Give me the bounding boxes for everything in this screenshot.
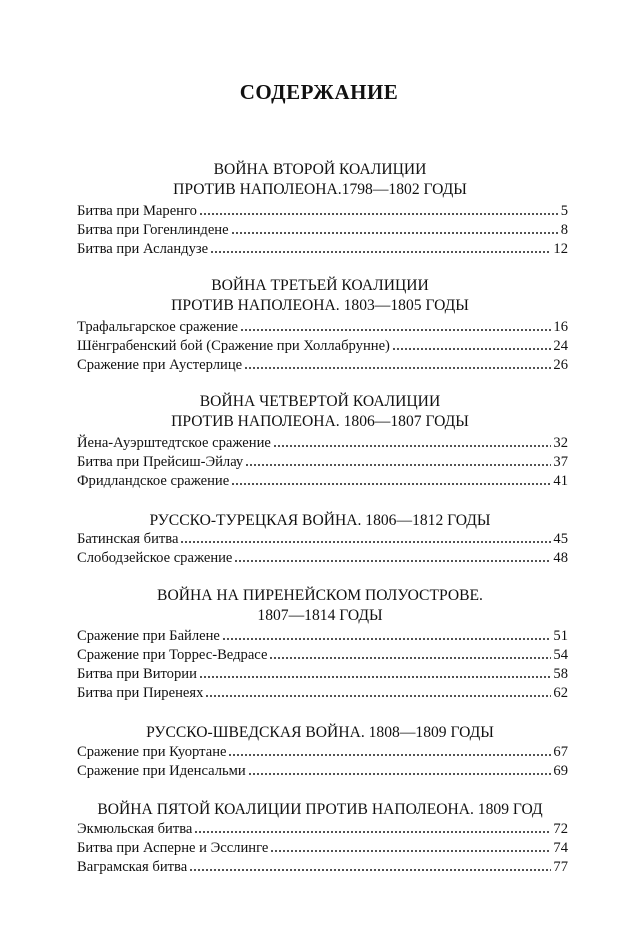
toc-entry[interactable]	[77, 549, 568, 567]
toc-entry-label: Сражение при Иденсальми	[77, 763, 246, 779]
dot-leader	[194, 830, 551, 834]
toc-entry-page: 74	[553, 840, 568, 856]
toc-entry-label: Сражение при Торрес-Ведрасе	[77, 647, 268, 663]
toc-entry[interactable]	[77, 858, 568, 876]
toc-entry[interactable]	[77, 202, 568, 220]
toc-entry-page: 32	[553, 435, 568, 451]
dot-leader	[222, 637, 552, 641]
section-heading	[60, 276, 580, 316]
section-heading-line: 1807—1814 ГОДЫ	[257, 607, 383, 624]
toc-entry-page: 51	[553, 628, 568, 644]
section-heading	[60, 511, 580, 531]
dot-leader	[180, 540, 551, 544]
toc-entry[interactable]	[77, 434, 568, 452]
dot-leader	[269, 656, 551, 660]
dot-leader	[248, 772, 552, 776]
toc-entry-page: 8	[560, 222, 568, 238]
toc-entry-label: Битва при Асперне и Эсслинге	[77, 840, 269, 856]
dot-leader	[189, 868, 551, 872]
dot-leader	[244, 366, 551, 370]
toc-entry-page: 16	[553, 319, 568, 335]
section-heading	[60, 586, 580, 626]
toc-entry-page: 26	[553, 357, 568, 373]
section-heading-line: РУССКО-ШВЕДСКАЯ ВОЙНА. 1808—1809 ГОДЫ	[146, 724, 494, 741]
section-heading	[60, 392, 580, 432]
toc-entry-label: Битва при Маренго	[77, 203, 197, 219]
toc-entry[interactable]	[77, 318, 568, 336]
toc-entry-label: Сражение при Куортане	[77, 744, 227, 760]
toc-entry[interactable]	[77, 646, 568, 664]
toc-entry-label: Фридландское сражение	[77, 473, 230, 489]
toc-entry-page: 72	[553, 821, 568, 837]
section-heading-line: ВОЙНА ПЯТОЙ КОАЛИЦИИ ПРОТИВ НАПОЛЕОНА. 1809 ГОД	[97, 801, 543, 818]
toc-entry-label: Битва при Прейсиш-Эйлау	[77, 454, 244, 470]
toc-entry-label: Битва при Пиренеях	[77, 685, 204, 701]
page-title: СОДЕРЖАНИЕ	[239, 80, 399, 104]
dot-leader	[240, 328, 551, 332]
section-heading-line: ВОЙНА ЧЕТВЕРТОЙ КОАЛИЦИИ	[199, 393, 441, 410]
toc-entry[interactable]	[77, 221, 568, 239]
dot-leader	[199, 212, 559, 216]
toc-entry-page: 41	[553, 473, 568, 489]
section-heading-line: ВОЙНА ВТОРОЙ КОАЛИЦИИ	[213, 161, 427, 178]
toc-entry-label: Экмюльская битва	[77, 821, 193, 837]
toc-entry[interactable]	[77, 820, 568, 838]
toc-entry-label: Сражение при Аустерлице	[77, 357, 243, 373]
section-heading-line: ПРОТИВ НАПОЛЕОНА. 1803—1805 ГОДЫ	[171, 297, 469, 314]
toc-entry[interactable]	[77, 337, 568, 355]
toc-entry-page: 37	[553, 454, 568, 470]
toc-entry-label: Йена-Ауэрштедтское сражение	[77, 435, 271, 451]
toc-entry-label: Сражение при Байлене	[77, 628, 220, 644]
section-heading-line: РУССКО-ТУРЕЦКАЯ ВОЙНА. 1806—1812 ГОДЫ	[149, 512, 491, 529]
toc-entry-label: Битва при Витории	[77, 666, 197, 682]
section-heading-line: ПРОТИВ НАПОЛЕОНА.1798—1802 ГОДЫ	[173, 181, 467, 198]
toc-entry-page: 77	[553, 859, 568, 875]
dot-leader	[231, 482, 551, 486]
toc-entry-page: 24	[553, 338, 568, 354]
toc-entry[interactable]	[77, 453, 568, 471]
dot-leader	[270, 849, 551, 853]
dot-leader	[273, 444, 552, 448]
toc-entry[interactable]	[77, 530, 568, 548]
toc-entry-label: Трафальгарское сражение	[77, 319, 239, 335]
toc-entry-label: Битва при Гогенлиндене	[77, 222, 229, 238]
toc-entry-label: Батинская битва	[77, 531, 179, 547]
toc-entry-page: 67	[553, 744, 568, 760]
dot-leader	[210, 250, 551, 254]
toc-entry[interactable]	[77, 839, 568, 857]
toc-entry-page: 5	[560, 203, 568, 219]
toc-entry-label: Ваграмская битва	[77, 859, 188, 875]
toc-entry[interactable]	[77, 472, 568, 490]
toc-entry-label: Шёнграбенский бой (Сражение при Холлабрунне)	[77, 338, 390, 354]
toc-entry[interactable]	[77, 762, 568, 780]
dot-leader	[228, 753, 551, 757]
toc-entry-page: 48	[553, 550, 568, 566]
toc-entry-page: 58	[553, 666, 568, 682]
dot-leader	[245, 463, 551, 467]
toc-entry-page: 62	[553, 685, 568, 701]
toc-entry[interactable]	[77, 684, 568, 702]
toc-entry[interactable]	[77, 743, 568, 761]
section-heading	[60, 800, 580, 820]
toc-entry-page: 69	[553, 763, 568, 779]
toc-entry[interactable]	[77, 356, 568, 374]
toc-entry-label: Битва при Асландузе	[77, 241, 209, 257]
toc-entry[interactable]	[77, 627, 568, 645]
toc-entry-label: Слободзейское сражение	[77, 550, 233, 566]
section-heading	[60, 723, 580, 743]
toc-entry-page: 45	[553, 531, 568, 547]
section-heading-line: ВОЙНА ТРЕТЬЕЙ КОАЛИЦИИ	[211, 277, 429, 294]
dot-leader	[231, 231, 559, 235]
toc-entry[interactable]	[77, 240, 568, 258]
dot-leader	[392, 347, 552, 351]
toc-entry-page: 54	[553, 647, 568, 663]
toc-entry-page: 12	[553, 241, 568, 257]
toc-entry[interactable]	[77, 665, 568, 683]
dot-leader	[205, 694, 551, 698]
dot-leader	[199, 675, 552, 679]
section-heading-line: ВОЙНА НА ПИРЕНЕЙСКОМ ПОЛУОСТРОВЕ.	[157, 587, 483, 604]
section-heading-line: ПРОТИВ НАПОЛЕОНА. 1806—1807 ГОДЫ	[171, 413, 469, 430]
section-heading	[60, 160, 580, 200]
dot-leader	[234, 559, 551, 563]
